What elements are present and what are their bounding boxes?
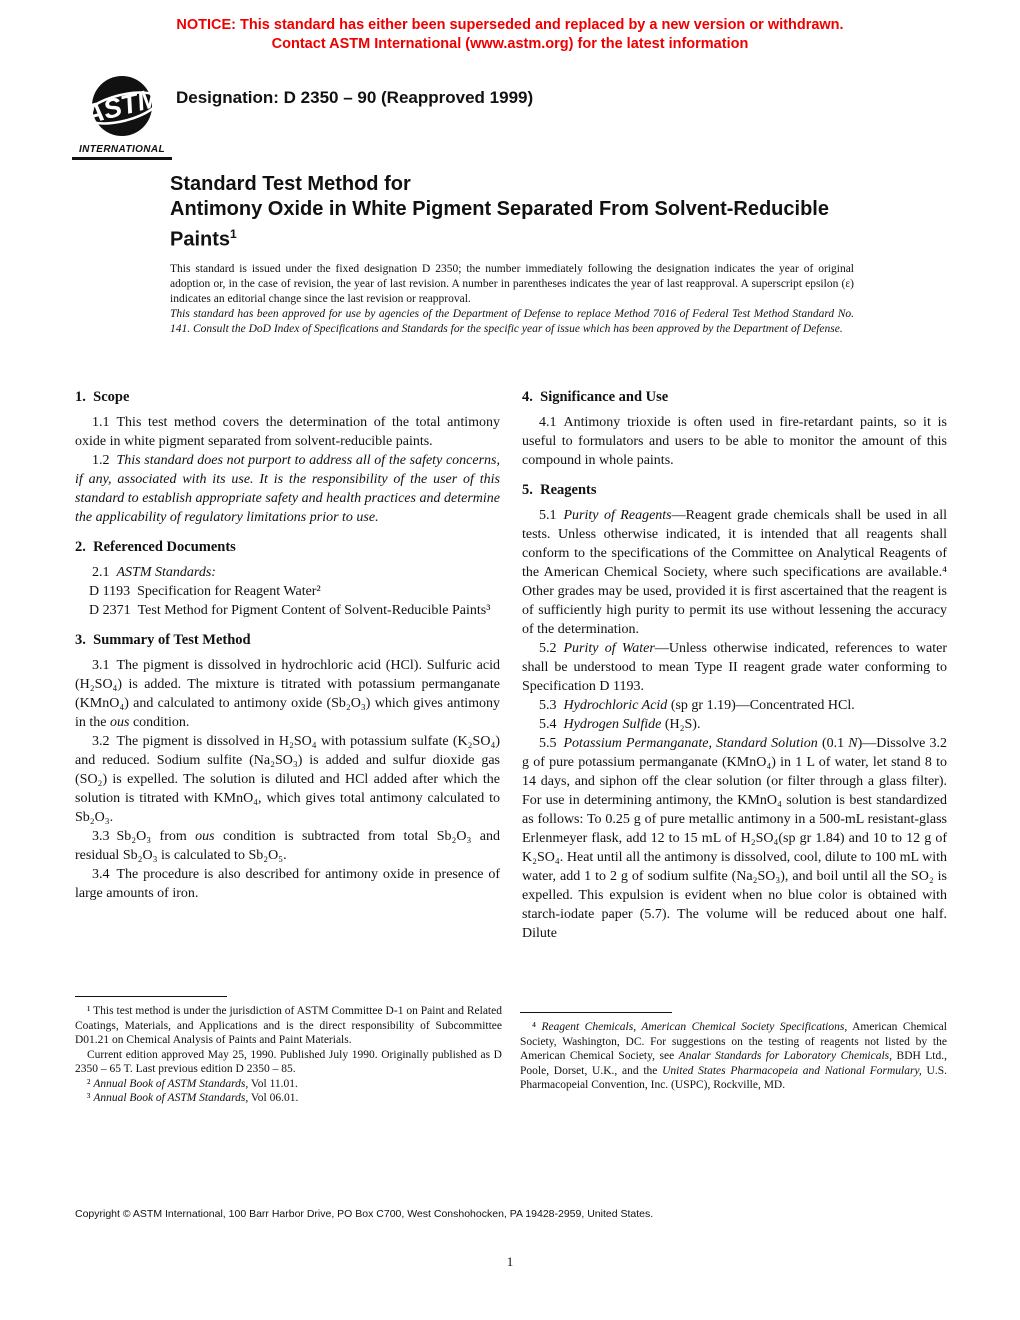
preamble-roman: This standard is issued under the fixed designation D 2350; the number immediately following the designation indicates the year of original adoption or, in the case of revision, the year of last revision. A number in parentheses indicates the year of last reapproval. A superscript epsilon (ε) indicates an editorial change since the last revision or reapproval. — [170, 263, 854, 305]
paragraph-1-2: 1.2 This standard does not purport to address all of the safety concerns, if any, associated with its use. It is the responsibility of the user of this standard to establish appropriate safety and health practices and determine the applicability of regulatory limitations prior to use. — [75, 453, 500, 525]
title-footnote-ref: 1 — [230, 227, 237, 241]
reference-d1193: D 1193 Specification for Reagent Water² — [89, 584, 321, 599]
paragraph-3-2: 3.2 The pigment is dissolved in H₂SO₄ with potassium sulfate (K₂SO₄) and reduced. Sodium sulfite (Na₂SO₃) is added and sulfur dioxide gas (SO₂) is expelled. The solution is diluted and HCl added after which the solution is titrated with KMnO₄, which gives total antimony calculated to Sb₂O₃. — [75, 734, 500, 825]
superseded-notice — [0, 16, 1020, 54]
astm-logo — [72, 74, 172, 160]
section-summary-of-test-method — [75, 631, 500, 903]
logo-divider — [72, 157, 172, 160]
footnote-4: ⁴ Reagent Chemicals, American Chemical Society Specifications, American Chemical Society, Washington, DC. For suggestions on the testing of reagents not listed by the American Chemical Society, see Analar Standards for Laboratory Chemicals, BDH Ltd., Poole, Dorset, U.K., and the United States Pharmacopeia and National Formulary, U.S. Pharmacopeial Convention, Inc. (USPC), Rockville, MD. — [520, 1021, 948, 1091]
paragraph-5-5: 5.5 Potassium Permanganate, Standard Solution (0.1 N)—Dissolve 3.2 g of pure potassium permanganate (KMnO₄) in 1 L of water, let stand 8 to 14 days, and siphon off the clear solution (or filter through a glass filter). For use in determining antimony, the KMnO₄ solution is best standardized as follows: To 0.25 g of pure metallic antimony in a 500-mL resistant-glass Erlenmeyer flask, add 12 to 15 mL of H₂SO₄(sp gr 1.84) and 10 to 12 g of K₂SO₄. Heat until all the antimony is dissolved, cool, dilute to 100 mL with water, add 1 to 2 g of sodium sulfite (Na₂SO₃), and boil until all the SO₂ is expelled. This expulsion is evident when no blue color is obtained with starch-iodate paper (5.7). The volume will be reduced about one half. Dilute — [522, 736, 947, 941]
section-heading: 4. Significance and Use — [522, 389, 669, 405]
section-significance-and-use — [522, 388, 947, 470]
astm-logo-subtitle: INTERNATIONAL — [78, 144, 166, 155]
paragraph-3-4: 3.4 The procedure is also described for antimony oxide in presence of large amounts of iron. — [75, 867, 500, 901]
section-heading: 1. Scope — [75, 389, 130, 405]
footnote-1-edition: Current edition approved May 25, 1990. Published July 1990. Originally published as D 2350 – 65 T. Last previous edition D 2350 – 85. — [75, 1048, 502, 1075]
right-footnotes — [520, 1012, 947, 1093]
two-column-body — [75, 388, 947, 943]
astm-globe-icon — [83, 74, 161, 140]
footnote-2: ² Annual Book of ASTM Standards, Vol 11.01. — [87, 1077, 298, 1090]
section-heading: 3. Summary of Test Method — [75, 632, 251, 648]
footnote-divider — [75, 996, 227, 997]
section-heading: 2. Referenced Documents — [75, 539, 236, 555]
paragraph-2-1: 2.1 ASTM Standards: — [92, 565, 216, 580]
paragraph-5-2: 5.2 Purity of Water—Unless otherwise indicated, references to water shall be understood to mean Type II reagent grade water conforming to Specification D 1193. — [522, 641, 947, 694]
reference-d2371: D 2371 Test Method for Pigment Content of Solvent-Reducible Paints³ — [89, 603, 491, 618]
copyright-line: Copyright © ASTM International, 100 Barr Harbor Drive, PO Box C700, West Conshohocken, PA 19428-2959, United States. — [75, 1208, 654, 1220]
title-line-1: Standard Test Method for — [170, 173, 411, 195]
notice-line-1: NOTICE: This standard has either been superseded and replaced by a new version or withdrawn. — [176, 17, 844, 33]
paragraph-3-1: 3.1 The pigment is dissolved in hydrochloric acid (HCl). Sulfuric acid (H₂SO₄) is added. The mixture is titrated with potassium permanganate (KMnO₄) and calculated to antimony oxide (Sb₂O₃) which gives antimony in the ous condition. — [75, 658, 500, 730]
footnote-3: ³ Annual Book of ASTM Standards, Vol 06.01. — [87, 1092, 299, 1104]
standard-preamble — [170, 262, 854, 337]
section-referenced-documents — [75, 538, 500, 620]
astm-logo-acronym: ASTM — [83, 82, 161, 130]
paragraph-5-4: 5.4 Hydrogen Sulfide (H₂S). — [539, 717, 701, 732]
paragraph-4-1: 4.1 Antimony trioxide is often used in fire-retardant paints, so it is useful to formulators and users to be able to monitor the amount of this compound in whole paints. — [522, 415, 947, 468]
document-title — [170, 172, 870, 253]
footnote-divider — [520, 1012, 672, 1013]
paragraph-1-1: 1.1 This test method covers the determination of the total antimony oxide in white pigment separated from solvent-reducible paints. — [75, 415, 500, 449]
section-heading: 5. Reagents — [522, 482, 597, 498]
designation-line: Designation: D 2350 – 90 (Reapproved 1999) — [176, 88, 534, 107]
section-reagents — [522, 481, 947, 943]
paragraph-3-3: 3.3 Sb₂O₃ from ous condition is subtracted from total Sb₂O₃ and residual Sb₂O₃ is calculated to Sb₂O₅. — [75, 829, 500, 863]
paragraph-5-3: 5.3 Hydrochloric Acid (sp gr 1.19)—Concentrated HCl. — [539, 698, 855, 713]
left-column — [75, 388, 500, 943]
footnote-1: ¹ This test method is under the jurisdiction of ASTM Committee D-1 on Paint and Related Coatings, Materials, and Applications and is the direct responsibility of Subcommittee D01.21 on Chemical Analysis of Paints and Paint Materials. — [75, 1005, 502, 1046]
section-scope — [75, 388, 500, 527]
paragraph-5-1: 5.1 Purity of Reagents—Reagent grade chemicals shall be used in all tests. Unless otherwise indicated, it is intended that all reagents shall conform to the specifications of the Committee on Analytical Reagents of the American Chemical Society, where such specifications are available.⁴ Other grades may be used, provided it is first ascertained that the reagent is of sufficiently high purity to permit its use without lessening the accuracy of the determination. — [522, 508, 947, 637]
notice-line-2: Contact ASTM International (www.astm.org) for the latest information — [271, 36, 749, 52]
page-number: 1 — [506, 1254, 514, 1269]
right-column — [522, 388, 947, 943]
title-line-2: Antimony Oxide in White Pigment Separated From Solvent-Reducible Paints$^1$ — [170, 198, 829, 251]
preamble-italic: This standard has been approved for use by agencies of the Department of Defense to replace Method 7016 of Federal Test Method Standard No. 141. Consult the DoD Index of Specifications and Standards for the specific year of issue which has been approved by the Department of Defense. — [170, 308, 854, 335]
left-footnotes — [75, 996, 502, 1106]
